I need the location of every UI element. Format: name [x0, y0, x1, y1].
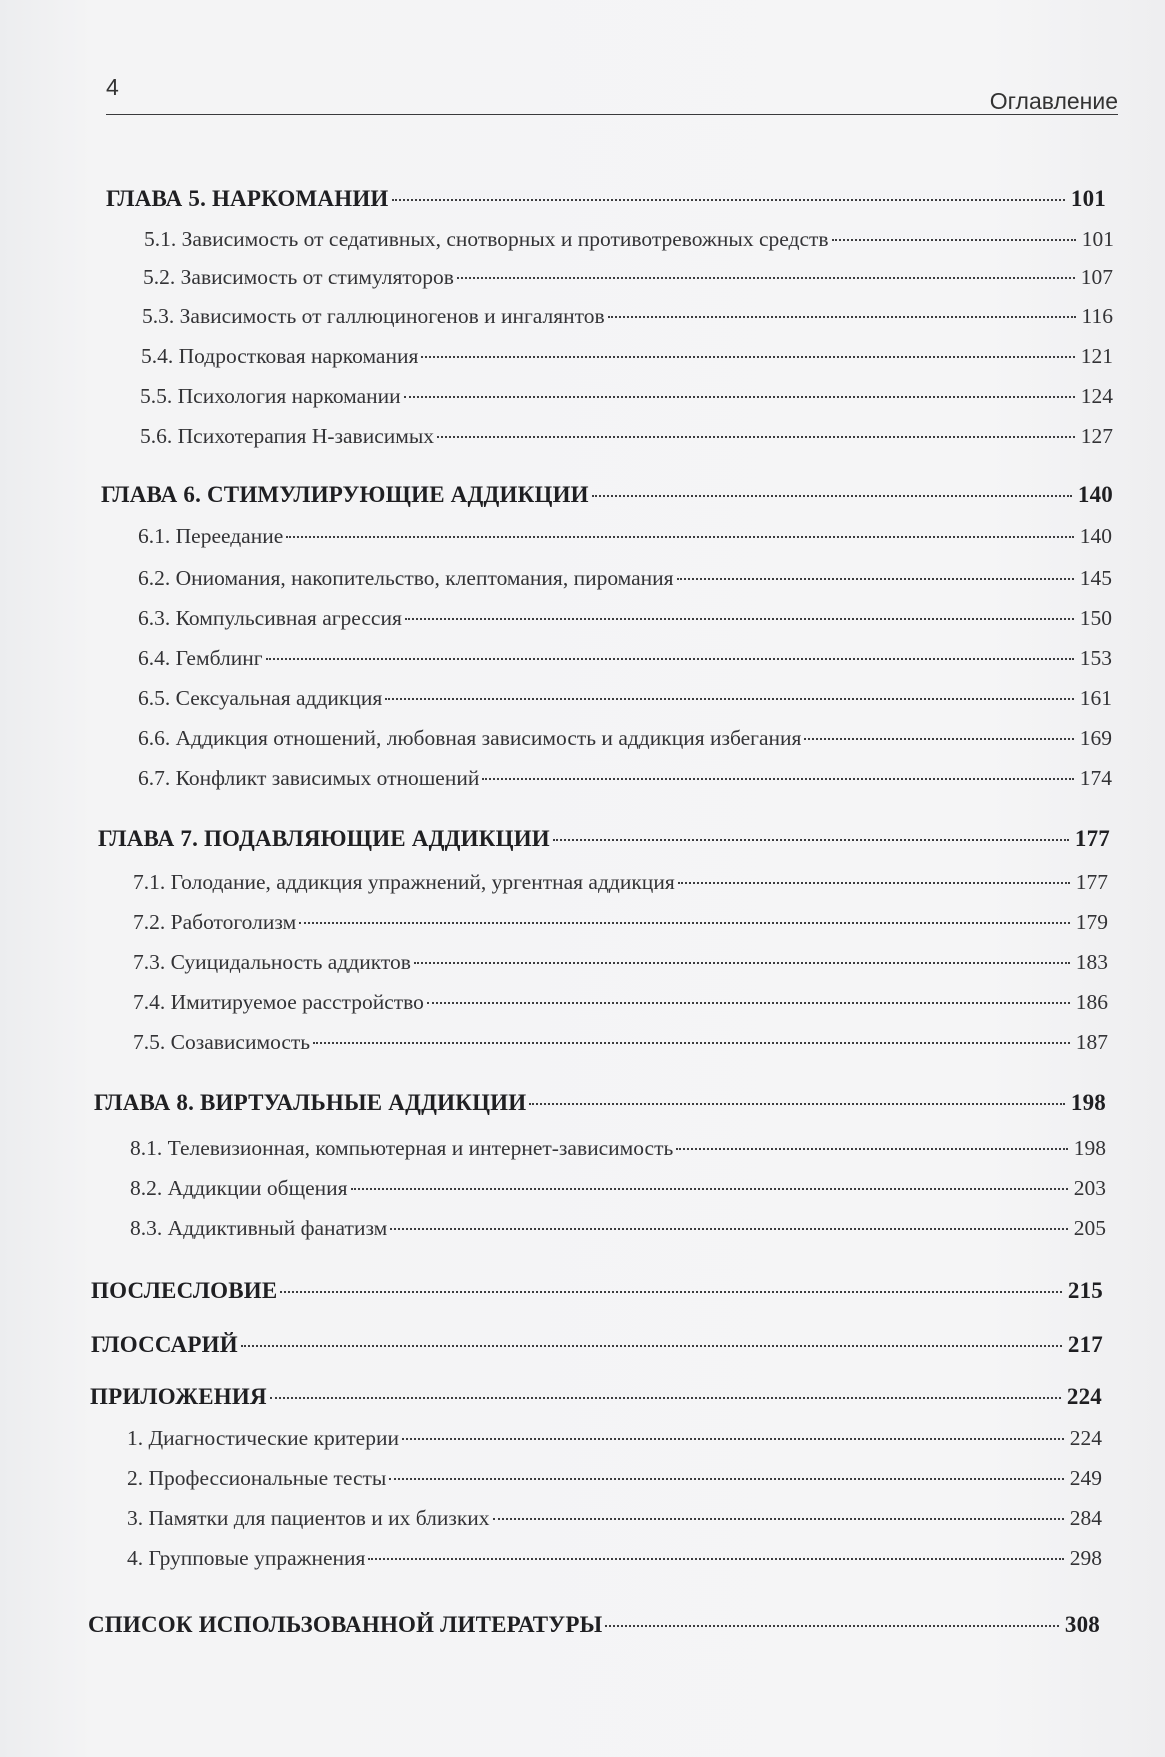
toc-leader	[457, 277, 1075, 279]
toc-leader	[676, 1148, 1067, 1150]
toc-leader	[482, 778, 1073, 780]
toc-title: 2. Профессиональные тесты	[127, 1466, 387, 1490]
toc-section	[140, 384, 1113, 418]
toc-section	[138, 566, 1112, 600]
toc-title: ГЛАВА 5. НАРКОМАНИИ	[106, 186, 389, 211]
toc-leader	[270, 1397, 1061, 1399]
toc-section	[130, 1216, 1106, 1250]
toc-leader	[832, 239, 1076, 241]
toc-title: 8.2. Аддикции общения	[130, 1176, 348, 1200]
toc-chapter	[101, 482, 1113, 516]
toc-page: 174	[1079, 766, 1112, 790]
toc-page: 121	[1080, 344, 1113, 368]
toc-section	[127, 1426, 1102, 1460]
toc-chapter	[91, 1332, 1103, 1366]
toc-leader	[437, 436, 1075, 438]
toc-leader	[529, 1103, 1065, 1105]
toc-chapter	[98, 826, 1110, 860]
toc-title: 5.1. Зависимость от седативных, снотворных и противотревожных средств	[144, 227, 829, 251]
toc-title: ПРИЛОЖЕНИЯ	[90, 1384, 267, 1409]
toc-leader	[421, 356, 1074, 358]
toc-section	[130, 1136, 1106, 1170]
toc-section	[133, 990, 1108, 1024]
toc-section	[144, 227, 1114, 261]
toc-page: 205	[1073, 1216, 1106, 1240]
toc-page: 249	[1069, 1466, 1102, 1490]
toc-leader	[608, 316, 1076, 318]
toc-leader	[390, 1228, 1068, 1230]
toc-page: 101	[1070, 186, 1106, 211]
toc-leader	[313, 1042, 1070, 1044]
toc-section	[133, 950, 1108, 984]
toc-leader	[677, 578, 1074, 580]
toc-title: ГЛАВА 7. ПОДАВЛЯЮЩИЕ АДДИКЦИИ	[98, 826, 550, 851]
toc-chapter	[94, 1090, 1106, 1124]
toc-page: 169	[1079, 726, 1112, 750]
toc-title: 4. Групповые упражнения	[127, 1546, 366, 1570]
toc-title: 5.3. Зависимость от галлюциногенов и ингалянтов	[142, 304, 605, 328]
toc-title: ГЛАВА 6. СТИМУЛИРУЮЩИЕ АДДИКЦИИ	[101, 482, 589, 507]
toc-page: 179	[1075, 910, 1108, 934]
toc-chapter	[90, 1384, 1102, 1418]
toc-section	[142, 304, 1113, 338]
toc-page: 308	[1064, 1612, 1100, 1637]
toc-section	[138, 726, 1112, 760]
toc-title: 3. Памятки для пациентов и их близких	[127, 1506, 490, 1530]
toc-section	[138, 524, 1112, 558]
toc-page: 215	[1067, 1278, 1103, 1303]
toc-page: 145	[1079, 566, 1112, 590]
toc-leader	[280, 1291, 1061, 1293]
toc-chapter	[88, 1612, 1100, 1646]
toc-title: 5.5. Психология наркомании	[140, 384, 401, 408]
toc-section	[127, 1546, 1102, 1580]
toc-leader	[592, 495, 1072, 497]
toc-title: 5.2. Зависимость от стимуляторов	[143, 265, 454, 289]
toc-page: 203	[1073, 1176, 1106, 1200]
page-header	[106, 70, 1118, 115]
toc-section	[138, 686, 1112, 720]
toc-section	[138, 606, 1112, 640]
toc-title: 7.4. Имитируемое расстройство	[133, 990, 424, 1014]
toc-title: 6.2. Ониомания, накопительство, клептомания, пиромания	[138, 566, 674, 590]
toc-title: 6.5. Сексуальная аддикция	[138, 686, 383, 710]
toc-title: 6.7. Конфликт зависимых отношений	[138, 766, 480, 790]
toc-title: ПОСЛЕСЛОВИЕ	[91, 1278, 278, 1303]
toc-page: 161	[1079, 686, 1112, 710]
toc-title: СПИСОК ИСПОЛЬЗОВАННОЙ ЛИТЕРАТУРЫ	[88, 1612, 603, 1637]
toc-page: 107	[1080, 265, 1113, 289]
toc-section	[143, 265, 1113, 299]
toc-section	[127, 1466, 1102, 1500]
toc-page: 186	[1075, 990, 1108, 1014]
toc-section	[140, 424, 1113, 458]
toc-section	[133, 910, 1108, 944]
toc-leader	[804, 738, 1073, 740]
toc-title: 5.6. Психотерапия Н-зависимых	[140, 424, 435, 448]
toc-page: 177	[1075, 870, 1108, 894]
toc-section	[133, 1030, 1108, 1064]
toc-title: ГЛОССАРИЙ	[91, 1332, 238, 1357]
toc-leader	[678, 882, 1070, 884]
toc-page: 101	[1081, 227, 1114, 251]
toc-page: 187	[1075, 1030, 1108, 1054]
toc-title: 8.1. Телевизионная, компьютерная и интернет-зависимость	[130, 1136, 674, 1160]
toc-page: 284	[1069, 1506, 1102, 1530]
toc-title: 7.1. Голодание, аддикция упражнений, ургентная аддикция	[133, 870, 675, 894]
toc-page: 217	[1067, 1332, 1103, 1357]
toc-chapter	[91, 1278, 1103, 1312]
toc-leader	[266, 658, 1074, 660]
toc-leader	[405, 618, 1074, 620]
toc-section	[127, 1506, 1102, 1540]
toc-section	[133, 870, 1108, 904]
toc-title: 7.2. Работоголизм	[133, 910, 297, 934]
toc-page: 153	[1079, 646, 1112, 670]
toc-page: 183	[1075, 950, 1108, 974]
toc-page: 116	[1081, 304, 1113, 328]
toc-section	[138, 766, 1112, 800]
toc-section	[130, 1176, 1106, 1210]
toc-page: 298	[1069, 1546, 1102, 1570]
toc-title: 5.4. Подростковая наркомания	[141, 344, 419, 368]
toc-title: 6.4. Гемблинг	[138, 646, 263, 670]
toc-leader	[299, 922, 1070, 924]
toc-leader	[389, 1478, 1063, 1480]
toc-page: 140	[1079, 524, 1112, 548]
toc-leader	[385, 698, 1073, 700]
toc-leader	[414, 962, 1070, 964]
toc-leader	[404, 396, 1075, 398]
toc-title: 6.3. Компульсивная агрессия	[138, 606, 402, 630]
toc-page: 224	[1066, 1384, 1102, 1409]
toc-section	[141, 344, 1113, 378]
toc-page: 177	[1074, 826, 1110, 851]
toc-title: 8.3. Аддиктивный фанатизм	[130, 1216, 388, 1240]
toc-page: 224	[1069, 1426, 1102, 1450]
toc-leader	[605, 1625, 1058, 1627]
toc-leader	[351, 1188, 1068, 1190]
toc-title: 7.5. Созависимость	[133, 1030, 311, 1054]
toc-leader	[241, 1345, 1062, 1347]
running-head: Оглавление	[989, 88, 1118, 114]
toc-title: 6.1. Переедание	[138, 524, 284, 548]
toc-title: ГЛАВА 8. ВИРТУАЛЬНЫЕ АДДИКЦИИ	[94, 1090, 527, 1115]
toc-page: 198	[1070, 1090, 1106, 1115]
toc-leader	[427, 1002, 1070, 1004]
toc-leader	[402, 1438, 1064, 1440]
toc-section	[138, 646, 1112, 680]
toc-chapter	[106, 186, 1106, 220]
toc-page: 198	[1073, 1136, 1106, 1160]
toc-page: 150	[1079, 606, 1112, 630]
toc-leader	[286, 536, 1073, 538]
toc-title: 6.6. Аддикция отношений, любовная зависимость и аддикция избегания	[138, 726, 802, 750]
toc-page: 127	[1080, 424, 1113, 448]
toc-title: 1. Диагностические критерии	[127, 1426, 399, 1450]
toc-page: 124	[1080, 384, 1113, 408]
page-number: 4	[106, 74, 119, 100]
toc-page: 140	[1077, 482, 1113, 507]
toc-title: 7.3. Суицидальность аддиктов	[133, 950, 411, 974]
toc-leader	[392, 199, 1065, 201]
toc-leader	[553, 839, 1069, 841]
toc-leader	[368, 1558, 1063, 1560]
toc-leader	[493, 1518, 1064, 1520]
